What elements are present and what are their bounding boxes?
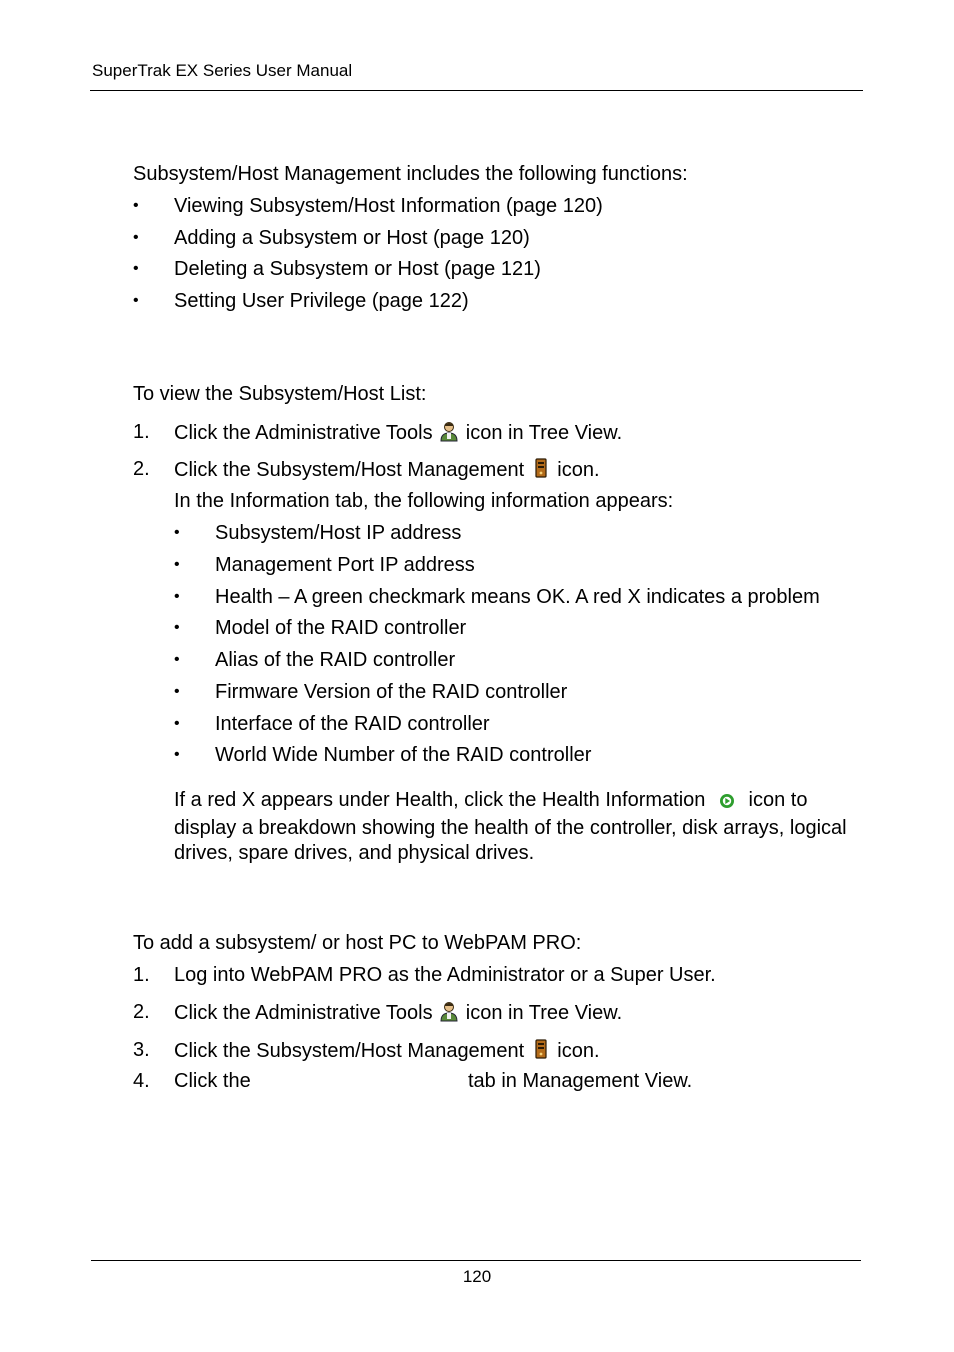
intro-lead: Subsystem/Host Management includes the following functions: bbox=[133, 163, 688, 185]
bullet-icon: • bbox=[174, 619, 180, 636]
list-item: Health – A green checkmark means OK. A red X indicates a problem bbox=[215, 586, 820, 608]
running-header: SuperTrak EX Series User Manual bbox=[92, 61, 353, 80]
step-text: icon. bbox=[557, 1040, 600, 1062]
view-step-1 bbox=[174, 420, 622, 448]
health-paragraph bbox=[174, 788, 874, 866]
bullet-icon: • bbox=[174, 683, 180, 700]
step-text: Click the Administrative Tools bbox=[174, 422, 433, 444]
step-text: Click the Subsystem/Host Management bbox=[174, 459, 525, 481]
subsystem-host-management-icon bbox=[530, 457, 552, 485]
bullet-icon: • bbox=[133, 292, 139, 309]
list-item: Model of the RAID controller bbox=[215, 617, 467, 639]
step-number: 2. bbox=[133, 458, 150, 480]
footer-rule bbox=[91, 1260, 861, 1261]
add-lead: To add a subsystem/ or host PC to WebPAM PRO: bbox=[133, 932, 582, 954]
list-item: Adding a Subsystem or Host (page 120) bbox=[174, 227, 530, 249]
add-step-1: Log into WebPAM PRO as the Administrator or a Super User. bbox=[174, 964, 716, 986]
bullet-icon: • bbox=[174, 556, 180, 573]
bullet-icon: • bbox=[174, 588, 180, 605]
paragraph-text: icon to display a breakdown showing the health of the controller, disk arrays, logical drives, spare drives, and physical drives. bbox=[174, 789, 847, 864]
list-item: Deleting a Subsystem or Host (page 121) bbox=[174, 258, 541, 280]
step-number: 3. bbox=[133, 1039, 150, 1061]
bullet-icon: • bbox=[174, 651, 180, 668]
health-information-icon bbox=[719, 791, 735, 816]
add-step-4-pre: Click the bbox=[174, 1070, 251, 1092]
step-number: 1. bbox=[133, 964, 150, 986]
administrative-tools-icon bbox=[438, 1000, 460, 1028]
step-text: icon. bbox=[557, 459, 600, 481]
page-number: 120 bbox=[462, 1267, 492, 1286]
subsystem-host-management-icon bbox=[530, 1038, 552, 1066]
bullet-icon: • bbox=[133, 260, 139, 277]
view-step-2 bbox=[174, 457, 600, 485]
header-rule bbox=[90, 90, 863, 91]
bullet-icon: • bbox=[174, 524, 180, 541]
info-lead: In the Information tab, the following information appears: bbox=[174, 490, 674, 512]
list-item: Setting User Privilege (page 122) bbox=[174, 290, 469, 312]
list-item: Viewing Subsystem/Host Information (page 120) bbox=[174, 195, 603, 217]
administrative-tools-icon bbox=[438, 420, 460, 448]
list-item: Management Port IP address bbox=[215, 554, 475, 576]
list-item: Firmware Version of the RAID controller bbox=[215, 681, 568, 703]
list-item: Subsystem/Host IP address bbox=[215, 522, 462, 544]
list-item: Interface of the RAID controller bbox=[215, 713, 490, 735]
step-text: icon in Tree View. bbox=[465, 422, 623, 444]
step-number: 1. bbox=[133, 421, 150, 443]
bullet-icon: • bbox=[133, 229, 139, 246]
add-step-2 bbox=[174, 1000, 622, 1028]
bullet-icon: • bbox=[133, 197, 139, 214]
step-number: 4. bbox=[133, 1070, 150, 1092]
bullet-icon: • bbox=[174, 746, 180, 763]
list-item: Alias of the RAID controller bbox=[215, 649, 456, 671]
step-number: 2. bbox=[133, 1001, 150, 1023]
step-text: icon in Tree View. bbox=[465, 1002, 623, 1024]
paragraph-text: If a red X appears under Health, click the Health Information bbox=[174, 789, 706, 811]
list-item: World Wide Number of the RAID controller bbox=[215, 744, 592, 766]
add-step-4-post: tab in Management View. bbox=[468, 1070, 693, 1092]
step-text: Click the Subsystem/Host Management bbox=[174, 1040, 525, 1062]
bullet-icon: • bbox=[174, 715, 180, 732]
step-text: Click the Administrative Tools bbox=[174, 1002, 433, 1024]
view-lead: To view the Subsystem/Host List: bbox=[133, 383, 427, 405]
add-step-3 bbox=[174, 1038, 600, 1066]
